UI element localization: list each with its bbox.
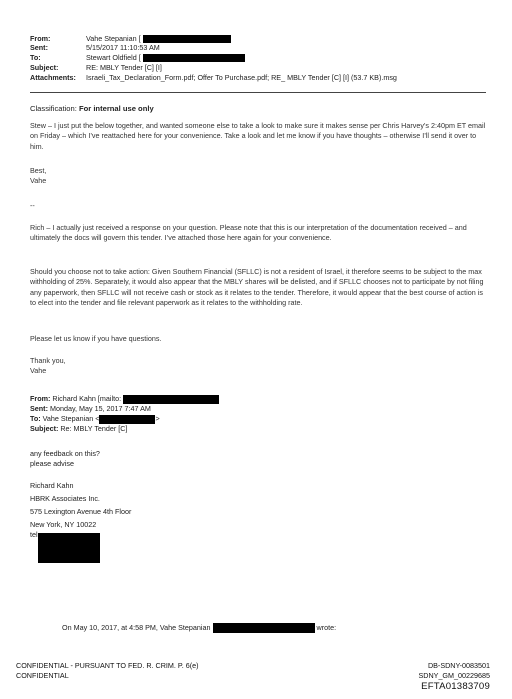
quoted-prefix: On May 10, 2017, at 4:58 PM, Vahe Stepanian bbox=[62, 623, 211, 632]
sig-tel: tel bbox=[30, 530, 38, 539]
sent-value: 5/15/2017 11:10:53 AM bbox=[86, 43, 160, 52]
body-paragraph-1: Stew – I just put the below together, and wanted someone else to take a look to make sure it makes sense per Chris Harvey’s 2:40pm ET email on Friday – which I’ve reattached here for your convenience. Take a look and let me know if you have thoughts – otherwise I’ll send it over to him. bbox=[30, 121, 486, 151]
body-separator: -- bbox=[30, 201, 35, 210]
fwd-sent-row bbox=[30, 404, 151, 414]
redaction-block bbox=[143, 54, 245, 62]
fwd-from-row bbox=[30, 394, 219, 404]
sig-company: HBRK Associates Inc. bbox=[30, 494, 100, 503]
subject-label: Subject: bbox=[30, 63, 59, 72]
header-to-row bbox=[30, 53, 245, 62]
body-signoff-2: Thank you, Vahe bbox=[30, 356, 66, 376]
attachments-value: Israeli_Tax_Declaration_Form.pdf; Offer To Purchase.pdf; RE_ MBLY Tender [C] [I] (53.7 KB).msg bbox=[86, 73, 397, 82]
to-value: Stewart Oldfield [ bbox=[86, 53, 141, 62]
fwd-to-label: To: bbox=[30, 414, 41, 423]
header-from-row bbox=[30, 34, 231, 43]
fwd-subject-value: Re: MBLY Tender [C] bbox=[60, 424, 128, 433]
classification-line bbox=[30, 104, 154, 113]
fwd-to-value: Vahe Stepanian < bbox=[42, 414, 100, 423]
footer-confidential-notice: CONFIDENTIAL - PURSUANT TO FED. R. CRIM. P. 6(e) bbox=[16, 661, 199, 670]
fwd-to-row bbox=[30, 414, 160, 424]
body-paragraph-3: Should you choose not to take action: Given Southern Financial (SFLLC) is not a resident of Israel, it therefore seems to be subject to the max withholding of 25%. Separately, it would also appear that the MBLY shares will be delisted, and if SFLLC chooses not to participate by not filing any paperwork, then SFLLC will not receive cash or stock as it relates to the tender. Therefore, it would appear that the best course of action is to elect into the tender and file relevant paperwork as it relates to the withholding rate. bbox=[30, 267, 484, 308]
header-attachments-row bbox=[30, 73, 397, 82]
fwd-sent-value: Monday, May 15, 2017 7:47 AM bbox=[49, 404, 151, 413]
body-paragraph-2: Rich – I actually just received a response on your question. Please note that this is our interpretation of the documentation received – and ultimately the docs will govern this tender. I’ve attached those here again for your convenience. bbox=[30, 223, 467, 243]
redaction-block bbox=[99, 415, 155, 424]
to-label: To: bbox=[30, 53, 41, 62]
header-divider bbox=[30, 92, 486, 93]
fwd-subject-row bbox=[30, 424, 127, 434]
attachments-label: Attachments: bbox=[30, 73, 76, 82]
footer-efta-number: EFTA01383709 bbox=[421, 681, 490, 692]
footer-confidential: CONFIDENTIAL bbox=[16, 671, 69, 680]
header-sent-row bbox=[30, 43, 160, 52]
redaction-block bbox=[123, 395, 219, 404]
body-signoff-1: Best, Vahe bbox=[30, 166, 47, 186]
classification-label: Classification: bbox=[30, 104, 77, 113]
footer-bates-1: DB-SDNY-0083501 bbox=[427, 661, 490, 670]
classification-value: For internal use only bbox=[78, 104, 154, 113]
body-paragraph-4: Please let us know if you have questions. bbox=[30, 334, 162, 343]
fwd-from-value: Richard Kahn [mailto: bbox=[52, 394, 122, 403]
quoted-line bbox=[62, 623, 336, 633]
fwd-line-2: please advise bbox=[30, 459, 74, 468]
sig-address-1: 575 Lexington Avenue 4th Floor bbox=[30, 507, 132, 516]
redaction-block bbox=[38, 533, 100, 563]
subject-value: RE: MBLY Tender [C] [I] bbox=[86, 63, 162, 72]
fwd-line-1: any feedback on this? bbox=[30, 449, 100, 458]
footer-bates-2: SDNY_GM_00229685 bbox=[418, 671, 490, 680]
sig-address-2: New York, NY 10022 bbox=[30, 520, 97, 529]
sig-name: Richard Kahn bbox=[30, 481, 74, 490]
redaction-block bbox=[213, 623, 315, 633]
redaction-block bbox=[143, 35, 231, 43]
from-value: Vahe Stepanian [ bbox=[86, 34, 141, 43]
fwd-subject-label: Subject: bbox=[30, 424, 59, 433]
fwd-sent-label: Sent: bbox=[30, 404, 48, 413]
sent-label: Sent: bbox=[30, 43, 48, 52]
quoted-suffix: wrote: bbox=[316, 623, 337, 632]
fwd-from-label: From: bbox=[30, 394, 51, 403]
from-label: From: bbox=[30, 34, 51, 43]
header-subject-row bbox=[30, 63, 162, 72]
fwd-to-suffix: > bbox=[155, 414, 160, 423]
